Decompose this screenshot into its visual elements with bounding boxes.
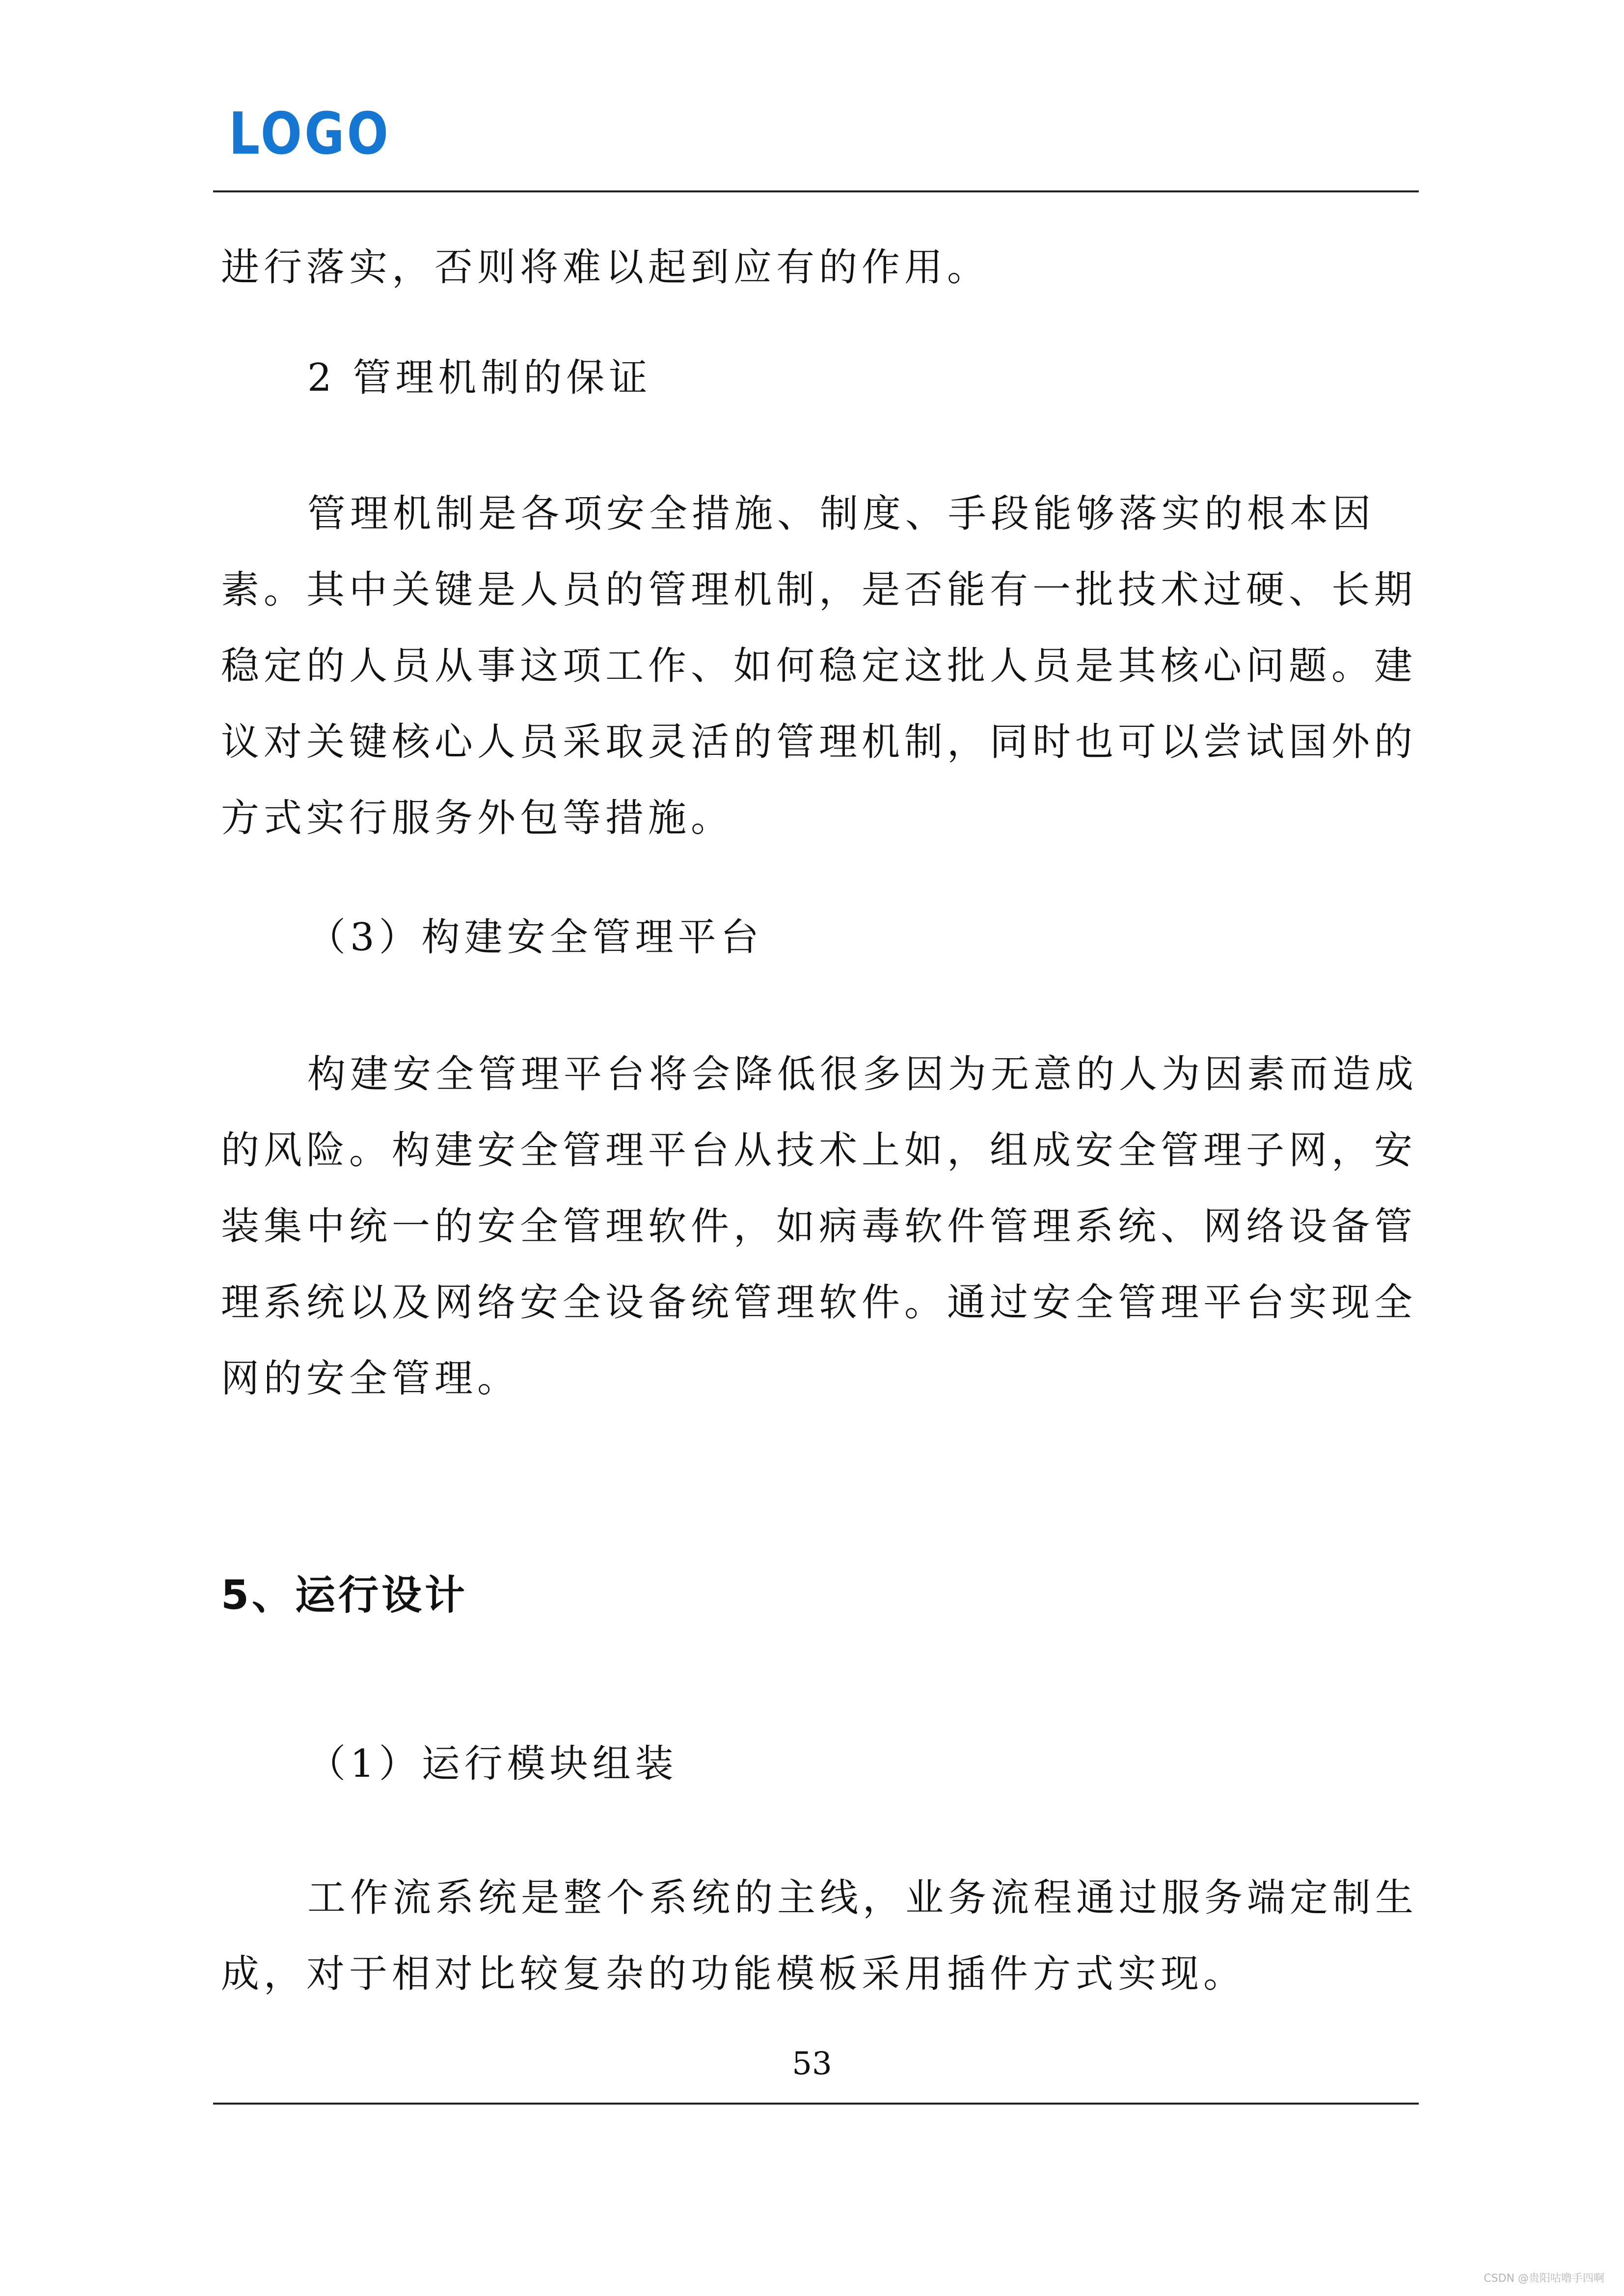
header-rule [213, 190, 1419, 192]
paragraph-block-3 [221, 1037, 1419, 1417]
subheading-security-platform: （3）构建安全管理平台 [307, 915, 763, 960]
logo [229, 100, 391, 167]
subheading-block-2 [221, 913, 1419, 962]
subheading-block-3 [221, 1739, 1419, 1789]
section-block-5 [221, 1569, 1419, 1623]
page-number: 53 [792, 2046, 832, 2082]
subheading-module-assembly: （1）运行模块组装 [307, 1742, 678, 1786]
paragraph-workflow-system: 工作流系统是整个系统的主线，业务流程通过服务端定制生成，对于相对比较复杂的功能模板采用插件方式实现。 [221, 1876, 1418, 1996]
paragraph-continuation: 进行落实，否则将难以起到应有的作用。 [221, 245, 990, 290]
paragraph-security-platform: 构建安全管理平台将会降低很多因为无意的人为因素而造成的风险。构建安全管理平台从技术上如，组成安全管理子网，安装集中统一的安全管理软件，如病毒软件管理系统、网络设备管理系统以及网络安全设备统管理软件。通过安全管理平台实现全网的安全管理。 [221, 1052, 1418, 1401]
section-heading-operation-design: 5、运行设计 [221, 1572, 468, 1619]
logo-text: LOGO [229, 100, 391, 167]
footer-rule [213, 2103, 1419, 2105]
paragraph-block-4 [221, 1860, 1419, 2012]
watermark: CSDN @贵阳咕噜手四啊 [1484, 2272, 1604, 2285]
paragraph-management-mechanism: 管理机制是各项安全措施、制度、手段能够落实的根本因素。其中关键是人员的管理机制，是否能有一批技术过硬、长期稳定的人员从事这项工作、如何稳定这批人员是其核心问题。建议对关键核心人员采取灵活的管理机制，同时也可以尝试国外的方式实行服务外包等措施。 [221, 492, 1417, 840]
paragraph-block-2 [221, 476, 1419, 856]
subheading-management-mechanism: 2 管理机制的保证 [307, 356, 652, 400]
subheading-block-1 [221, 353, 1419, 402]
body-text [221, 230, 1419, 306]
